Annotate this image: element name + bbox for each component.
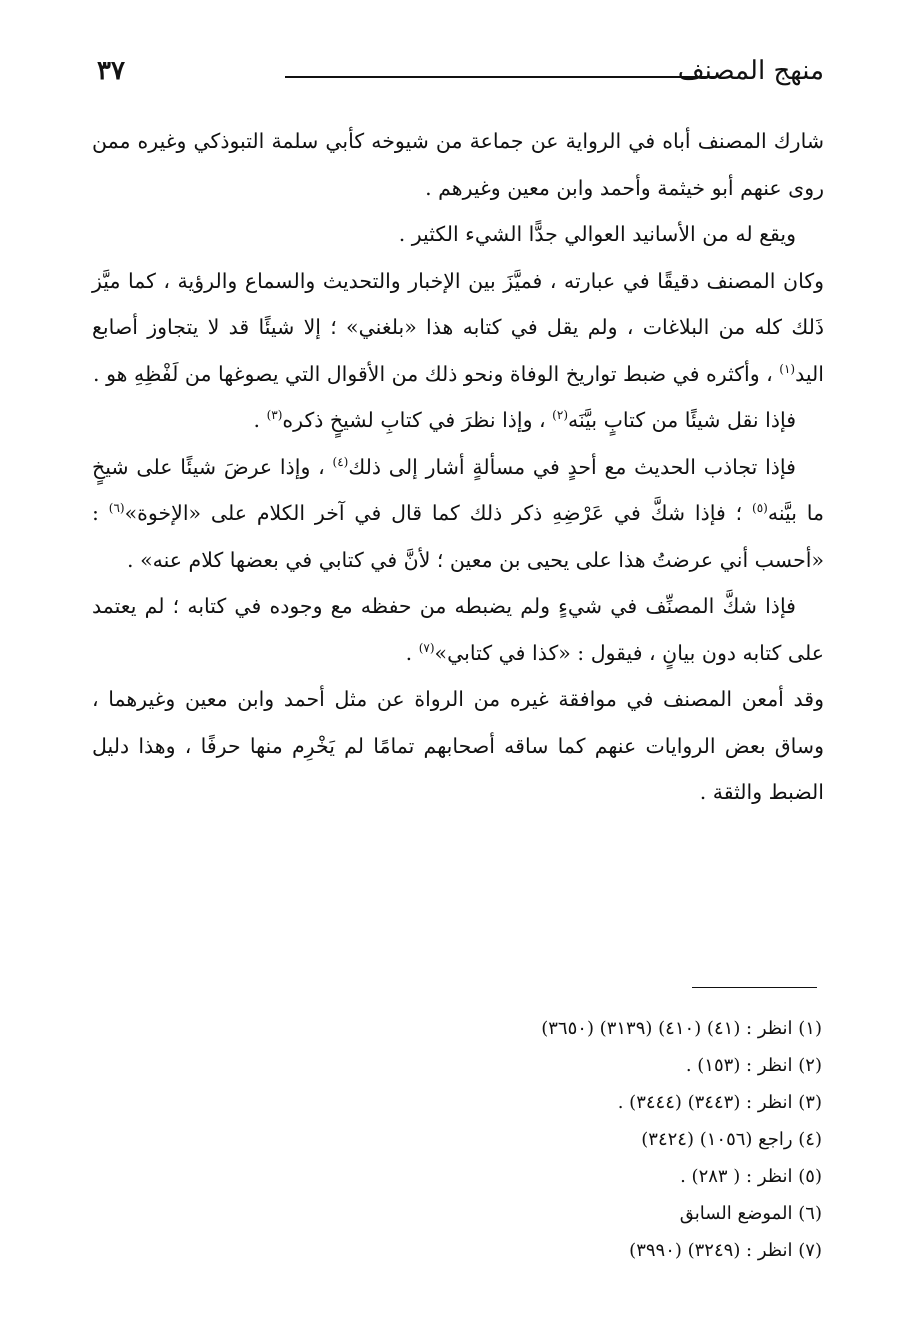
paragraph: فإذا نقل شيئًا من كتابٍ بيَّنَه$^{(٢)}$ ، وإذا نظرَ في كتابِ لشيخٍ ذكره$^{(٣)}$ . — [253, 408, 796, 432]
footnote-mark: (٤) — [332, 454, 349, 469]
footnote-mark: (٥) — [752, 501, 768, 516]
paragraph: وكان المصنف دقيقًا في عبارته ، فميَّزَ بين الإخبار والتحديث والسماع والرؤية ، كما ميَّز ذَلك كله من البلاغات ، ولم يقل في كتابه هذا «بلغني» ؛ إلا شيئًا قد لا يتجاوز أصابع اليد$^{(١)}$ ، وأكثره في ضبط تواريخ الوفاة ونحو ذلك من الأقوال التي يصوغها من لَفْظِهِ هو . — [92, 268, 824, 386]
page-number: ٣٧ — [97, 56, 125, 86]
running-title: منهج المصنف — [677, 56, 824, 86]
footnote-item: (٢) انظر : (١٥٣) . — [685, 1055, 822, 1076]
paragraph: وقد أمعن المصنف في موافقة غيره من الرواة عن مثل أحمد وابن معين وغيرهما ، وساق بعض الروايات عنهم كما ساقه أصحابهم تمامًا لم يَخْرِم منها حرفًا ، وهذا دليل الضبط والثقة . — [92, 687, 824, 804]
paragraph: فإذا تجاذب الحديث مع أحدٍ في مسألةٍ أشار إلى ذلك$^{(٤)}$ ، وإذا عرضَ شيئًا على شيخٍ ما بيَّنه$^{(٥)}$ ؛ فإذا شكَّ في عَرْضِهِ ذكر ذلك كما قال في آخر الكلام على «الإخوة»$^{(٦)}$ : «أحسب أني عرضتُ هذا على يحيى بن معين ؛ لأنَّ في كتابي في بعضها كلام عنه» . — [92, 454, 824, 572]
header-rule — [285, 76, 715, 78]
footnote-item: (٦) الموضع السابق — [679, 1203, 822, 1224]
paragraph: ويقع له من الأسانيد العوالي جدًّا الشيء الكثير . — [398, 222, 796, 246]
footnote-mark: (٦) — [108, 501, 125, 516]
footnote-item: (٥) انظر : ( ٢٨٣) . — [680, 1166, 822, 1187]
footnote-separator — [692, 987, 817, 988]
footnotes — [402, 1010, 822, 1269]
footnote-mark: (٧) — [418, 640, 435, 655]
footnote-mark: (١) — [779, 361, 796, 376]
footnote-item: (١) انظر : (٤١) (٤١٠) (٣١٣٩) (٣٦٥٠) — [541, 1018, 822, 1039]
paragraph: فإذا شكَّ المصنِّف في شيءٍ ولم يضبطه من حفظه مع وجوده في كتابه ؛ لم يعتمد على كتابه دون بيانٍ ، فيقول : «كذا في كتابي»$^{(٧)}$ . — [92, 594, 824, 665]
body-text — [92, 118, 824, 816]
footnote-item: (٧) انظر : (٣٢٤٩) (٣٩٩٠) — [629, 1240, 822, 1261]
footnote-mark: (٣) — [266, 408, 283, 423]
paragraph: شارك المصنف أباه في الرواية عن جماعة من شيوخه كأبي سلمة التبوذكي وغيره ممن روى عنهم أبو خيثمة وأحمد وابن معين وغيرهم . — [92, 129, 824, 200]
footnote-item: (٣) انظر : (٣٤٤٣) (٣٤٤٤) . — [617, 1092, 822, 1113]
footnote-mark: (٢) — [552, 408, 568, 423]
footnote-item: (٤) راجع (١٠٥٦) (٣٤٢٤) — [641, 1129, 822, 1150]
page-header — [95, 52, 824, 92]
